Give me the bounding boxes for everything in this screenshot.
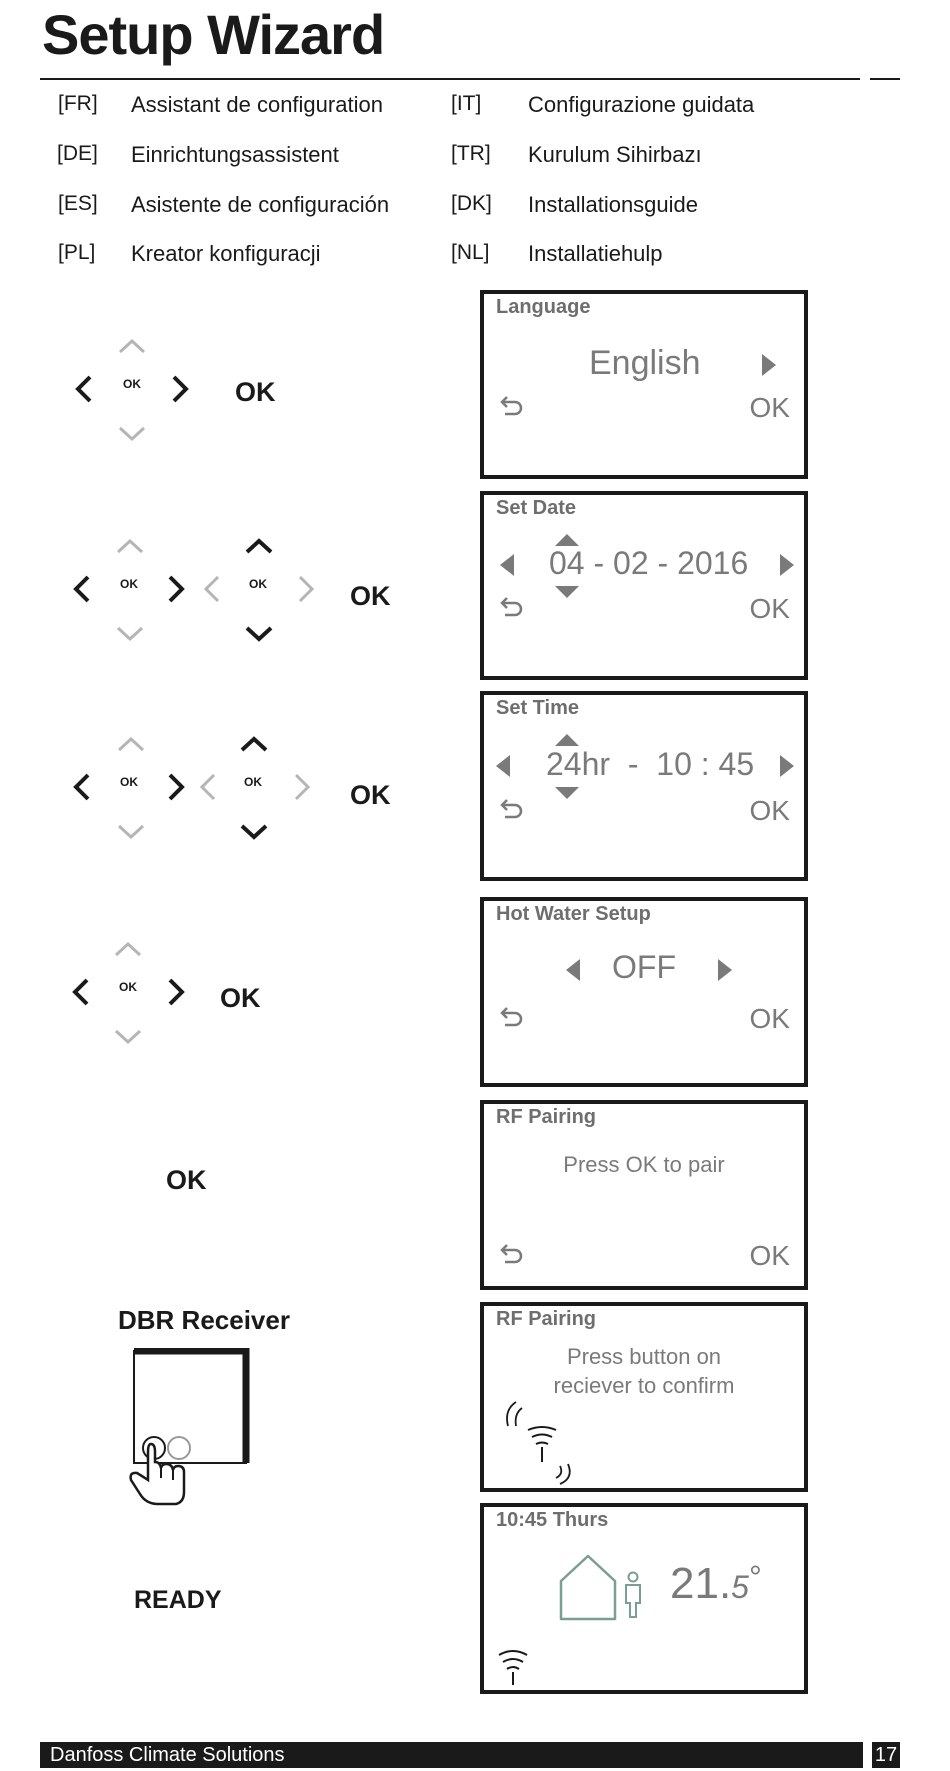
keypad2-up-icon	[247, 541, 271, 552]
screen-title: RF Pairing	[496, 1308, 597, 1330]
rf-confirm-line2: reciever to confirm	[553, 1373, 735, 1398]
time-format: 24hr	[546, 746, 611, 782]
temp-degree: °	[748, 1559, 762, 1595]
screen-hot-water	[480, 897, 808, 1087]
page-number: 17	[872, 1742, 900, 1768]
keypad-left-icon	[76, 775, 88, 799]
person-icon	[621, 1571, 645, 1621]
screen-title: 10:45 Thurs	[496, 1509, 609, 1531]
ok-instruction-step2: OK	[350, 581, 391, 611]
rf-confirm-line1: Press button on	[566, 1344, 722, 1369]
keypad-center-label: OK	[120, 577, 138, 591]
screen-title: RF Pairing	[496, 1106, 597, 1128]
keypad2-left-icon	[202, 775, 214, 799]
lang-code-it: [IT]	[451, 92, 482, 115]
keypad-right-icon	[170, 775, 182, 799]
keypad-up-icon	[120, 341, 144, 352]
arrow-left-icon	[498, 552, 516, 578]
keypad2-right-icon	[296, 775, 308, 799]
lang-code-dk: [DK]	[451, 192, 492, 215]
arrow-up-icon	[554, 733, 580, 747]
ok-instruction-step4: OK	[220, 983, 261, 1013]
screen-rf-confirm	[480, 1302, 808, 1492]
keypad-right-icon	[170, 577, 182, 601]
ok-instruction-step3: OK	[350, 780, 391, 810]
keypad-down-icon	[116, 1031, 140, 1042]
hot-water-value: OFF	[612, 949, 676, 985]
date-month: 02	[613, 545, 649, 581]
lang-text-fr: Assistant de configuration	[131, 92, 383, 117]
arrow-right-icon	[778, 552, 796, 578]
screen-title: Hot Water Setup	[496, 903, 651, 925]
arrow-left-icon	[564, 957, 582, 983]
device-label: DBR Receiver	[118, 1305, 290, 1335]
screen-home	[480, 1503, 808, 1694]
keypad2-down-icon	[247, 628, 271, 639]
lang-code-tr: [TR]	[451, 142, 491, 165]
keypad-center-label: OK	[119, 980, 137, 994]
rf-pairing-message: Press OK to pair	[563, 1152, 725, 1177]
screen-ok-label: OK	[749, 593, 790, 624]
wireless-signal-icon	[502, 1400, 582, 1486]
back-icon	[498, 1242, 524, 1268]
screen-title: Set Time	[496, 697, 579, 719]
arrow-left-icon	[494, 753, 512, 779]
language-value: English	[589, 344, 701, 382]
lang-text-de: Einrichtungsassistent	[131, 142, 339, 167]
screen-language	[480, 290, 808, 479]
ok-instruction-step5: OK	[166, 1165, 207, 1195]
lang-code-fr: [FR]	[58, 92, 98, 115]
title-rule-short	[870, 78, 900, 80]
keypad-down-icon	[118, 628, 142, 639]
lang-code-pl: [PL]	[58, 241, 96, 264]
lang-code-nl: [NL]	[451, 241, 490, 264]
keypad2-down-icon	[242, 826, 266, 837]
screen-ok-label: OK	[749, 1003, 790, 1034]
keypad-center-label: OK	[120, 775, 138, 789]
temp-decimal: 5	[731, 1569, 749, 1605]
ok-instruction-step1: OK	[235, 377, 276, 407]
time-sep: -	[627, 746, 639, 782]
arrow-right-icon	[760, 352, 778, 378]
screen-set-time	[480, 691, 808, 881]
temperature-display	[670, 1559, 762, 1609]
time-clock: 10 : 45	[656, 746, 755, 782]
date-sep: -	[657, 545, 669, 581]
lang-text-dk: Installationsguide	[528, 192, 699, 217]
keypad-left-icon	[75, 980, 87, 1004]
keypad-up-icon	[119, 739, 143, 750]
screen-title: Set Date	[496, 497, 577, 519]
title-rule	[40, 78, 860, 80]
arrow-down-icon	[554, 786, 580, 800]
page-title: Setup Wizard	[42, 3, 385, 66]
keypad-step2	[62, 525, 332, 655]
keypad2-left-icon	[206, 577, 218, 601]
back-icon	[498, 595, 524, 621]
arrow-right-icon	[716, 957, 734, 983]
date-value	[549, 545, 748, 582]
ready-label: READY	[134, 1586, 222, 1614]
screen-ok-label: OK	[749, 1240, 790, 1271]
receiver-led	[168, 1437, 190, 1459]
wireless-signal-icon	[496, 1647, 530, 1687]
home-icon	[558, 1553, 618, 1623]
date-year: 2016	[677, 545, 749, 581]
hand-pointer-icon	[131, 1444, 184, 1504]
lang-code-es: [ES]	[58, 192, 98, 215]
keypad2-center-label: OK	[244, 775, 262, 789]
screen-set-date	[480, 491, 808, 680]
keypad-down-icon	[119, 826, 143, 837]
keypad-step4	[62, 928, 202, 1058]
back-icon	[498, 1005, 524, 1031]
keypad-right-icon	[174, 377, 186, 401]
lang-text-it: Configurazione guidata	[528, 92, 755, 117]
keypad-left-icon	[78, 377, 90, 401]
lang-text-pl: Kreator konfiguracji	[131, 241, 321, 266]
keypad2-center-label: OK	[249, 577, 267, 591]
keypad-left-icon	[76, 577, 88, 601]
lang-text-nl: Installatiehulp	[528, 241, 663, 266]
keypad-step3	[62, 723, 332, 853]
time-value	[546, 746, 754, 783]
keypad2-right-icon	[300, 577, 312, 601]
keypad-center-label: OK	[123, 377, 141, 391]
lang-text-es: Asistente de configuración	[131, 192, 390, 217]
keypad-down-icon	[120, 428, 144, 439]
keypad-right-icon	[170, 980, 182, 1004]
back-icon	[498, 394, 524, 420]
keypad-up-icon	[116, 944, 140, 955]
date-day: 04	[549, 545, 585, 581]
keypad-step1	[62, 325, 202, 455]
keypad-up-icon	[118, 541, 142, 552]
arrow-down-icon	[554, 585, 580, 599]
back-icon	[498, 797, 524, 823]
screen-ok-label: OK	[749, 392, 790, 423]
screen-title: Language	[496, 296, 591, 318]
date-sep: -	[593, 545, 605, 581]
lang-text-tr: Kurulum Sihirbazı	[528, 142, 702, 167]
footer-company: Danfoss Climate Solutions	[40, 1742, 863, 1768]
keypad2-up-icon	[242, 739, 266, 750]
screen-rf-pairing	[480, 1100, 808, 1290]
arrow-right-icon	[778, 753, 796, 779]
lang-code-de: [DE]	[57, 142, 98, 165]
temp-main: 21.	[670, 1559, 732, 1608]
screen-ok-label: OK	[749, 795, 790, 826]
receiver-illustration	[122, 1348, 262, 1506]
